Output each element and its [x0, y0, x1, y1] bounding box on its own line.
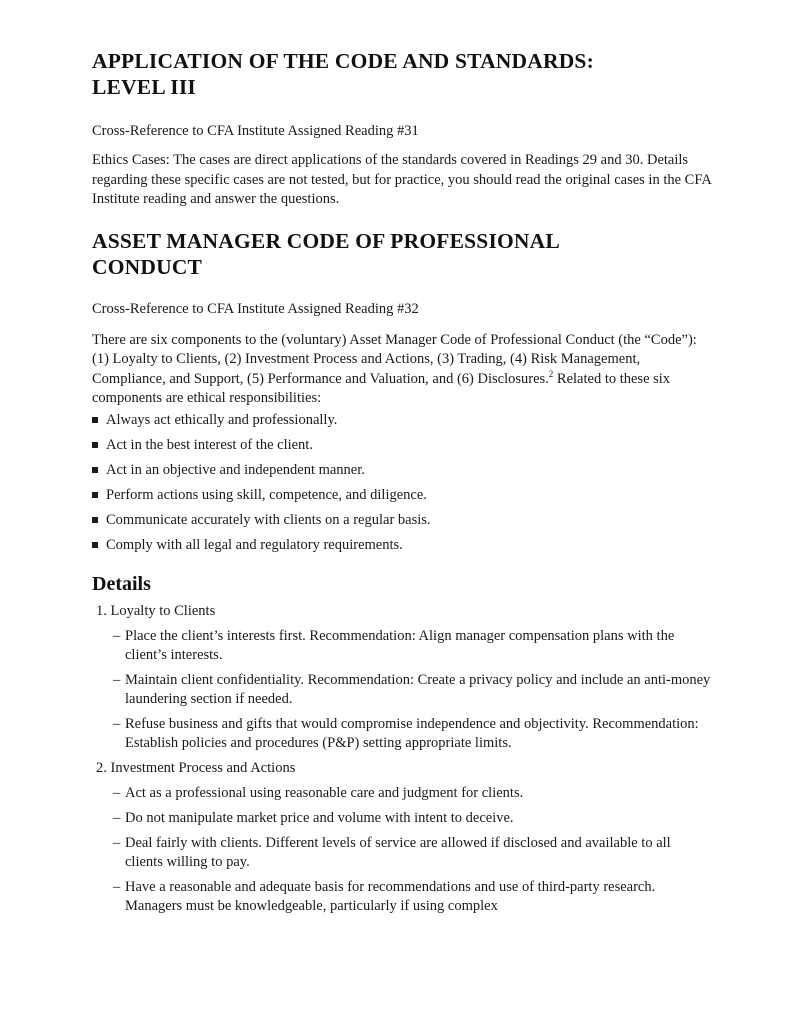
list-item-text: Always act ethically and professionally.	[106, 411, 338, 428]
dash-marker: –	[113, 784, 121, 801]
sub-item-text: Act as a professional using reasonable care and judgment for clients.	[125, 784, 524, 801]
list-item	[92, 411, 712, 436]
sub-item	[92, 627, 712, 665]
list-item	[92, 536, 712, 561]
intro-text: Related to these six components are ethical responsibilities:	[92, 370, 671, 406]
title-line: ASSET MANAGER CODE OF PROFESSIONAL	[92, 228, 560, 253]
numbered-item-investment-process: 2. Investment Process and Actions	[96, 759, 296, 776]
sub-item-text: Refuse business and gifts that would compromise independence and objectivity. Recommendation: Establish policies and procedures (P&P) setting appropriate limits.	[125, 715, 699, 751]
sub-item	[92, 671, 712, 709]
cross-reference: Cross-Reference to CFA Institute Assigned Reading #31	[92, 123, 419, 139]
details-list	[92, 602, 712, 916]
list-item	[92, 436, 712, 461]
details-heading: Details	[92, 572, 151, 595]
sub-item-text: Deal fairly with clients. Different levels of service are allowed if disclosed and available to all clients willing to pay.	[125, 834, 671, 870]
cross-reference: Cross-Reference to CFA Institute Assigned Reading #32	[92, 300, 419, 317]
dash-marker: –	[113, 834, 121, 851]
numbered-item-loyalty: 1. Loyalty to Clients	[96, 602, 216, 619]
dash-marker: –	[113, 671, 121, 688]
sub-item	[92, 809, 712, 828]
dash-marker: –	[113, 627, 121, 644]
list-item-text: Communicate accurately with clients on a regular basis.	[106, 511, 431, 528]
title-line: CONDUCT	[92, 254, 203, 279]
sub-item-text: Maintain client confidentiality. Recommendation: Create a privacy policy and include an anti-money laundering section if needed.	[125, 671, 711, 707]
list-item-text: Act in the best interest of the client.	[106, 436, 313, 453]
square-bullet-icon	[92, 542, 98, 548]
title-line: LEVEL III	[92, 75, 196, 99]
dash-marker: –	[113, 809, 121, 826]
sub-item-text: Do not manipulate market price and volume with intent to deceive.	[125, 809, 514, 826]
square-bullet-icon	[92, 442, 98, 448]
sub-item	[92, 834, 712, 872]
footnote-marker: 2	[548, 368, 554, 379]
sub-item-text: Have a reasonable and adequate basis for recommendations and use of third-party research. Managers must be knowledgeable, particularly if using complex	[125, 878, 656, 914]
sub-item	[92, 784, 712, 803]
section-title-code-and-standards	[92, 48, 712, 100]
list-item	[92, 486, 712, 511]
list-item-text: Comply with all legal and regulatory requirements.	[106, 536, 403, 553]
list-item-text: Act in an objective and independent manner.	[106, 461, 365, 478]
dash-marker: –	[113, 715, 121, 732]
intro-text: There are six components to the (voluntary) Asset Manager Code of Professional Conduct (the “Code”): (1) Loyalty to Clients, (2) Investment Process and Actions, (3) Trading, (4) Risk Management, Compliance, and Support, (5) Performance and Valuation, and (6) Disclosures.	[92, 331, 697, 387]
document-page	[92, 48, 712, 916]
list-item-text: Perform actions using skill, competence, and diligence.	[106, 486, 427, 503]
sub-item	[92, 715, 712, 753]
title-line: APPLICATION OF THE CODE AND STANDARDS:	[92, 49, 594, 73]
section-title-asset-manager-code	[92, 228, 712, 280]
square-bullet-icon	[92, 517, 98, 523]
sub-item-text: Place the client’s interests first. Recommendation: Align manager compensation plans with the client’s interests.	[125, 627, 675, 663]
code-intro-paragraph	[92, 331, 712, 409]
square-bullet-icon	[92, 492, 98, 498]
square-bullet-icon	[92, 467, 98, 473]
square-bullet-icon	[92, 417, 98, 423]
ethics-cases-paragraph: Ethics Cases: The cases are direct applications of the standards covered in Readings 29 and 30. Details regarding these specific cases are not tested, but for practice, you should read the original cases in the CFA Institute reading and answer the questions.	[92, 152, 711, 207]
list-item	[92, 511, 712, 536]
dash-marker: –	[113, 878, 121, 895]
sub-item	[92, 878, 712, 916]
responsibilities-list	[92, 411, 712, 561]
list-item	[92, 461, 712, 486]
